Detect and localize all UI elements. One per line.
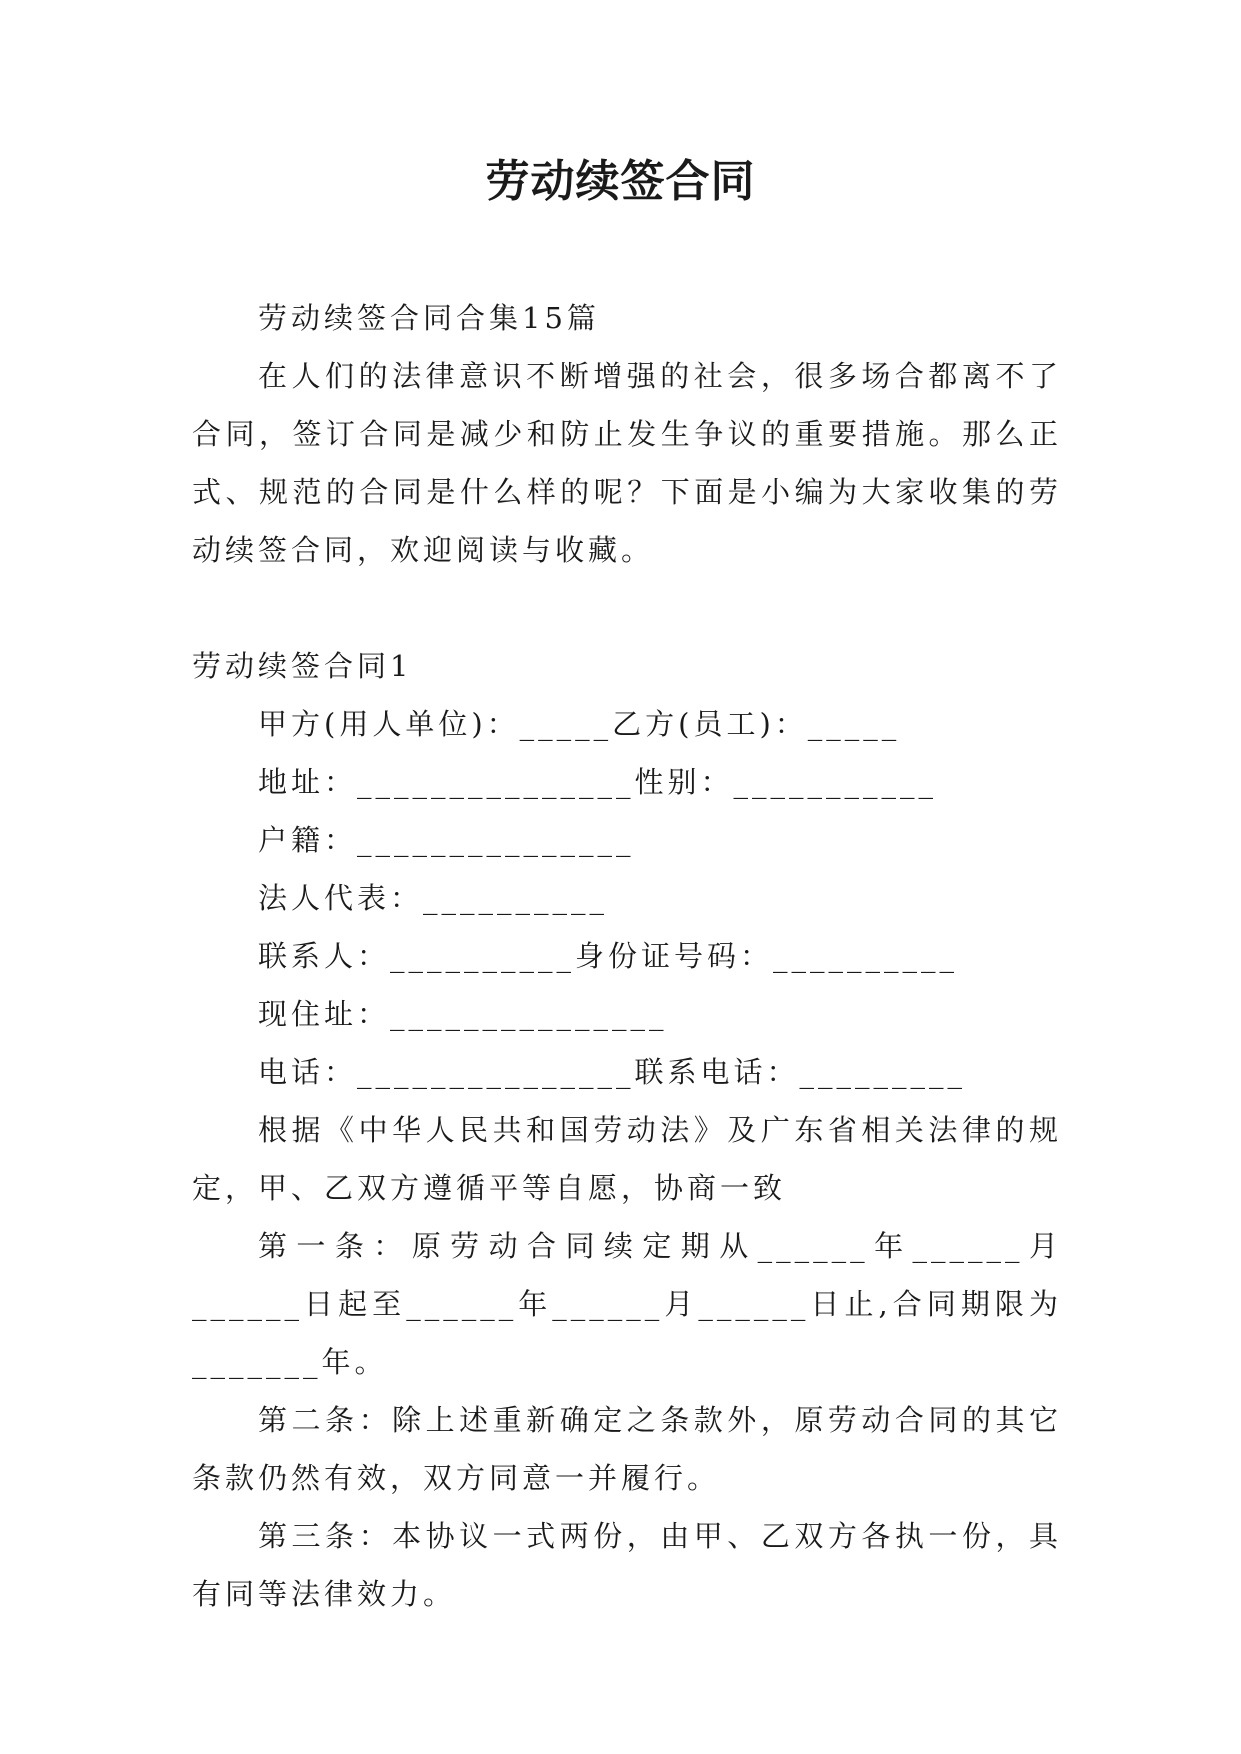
field-phone: 电话：_______________联系电话：_________ [258,1055,967,1089]
field-current-address: 现住址：_______________ [258,997,668,1031]
collection-subtitle: 劳动续签合同合集15篇 [258,301,600,335]
article-1: 第一条：原劳动合同续定期从______年______月______日起至______年______月______日止,合同期限为_______年。 [192,1229,1062,1379]
field-address-gender: 地址：_______________性别：___________ [258,765,938,799]
section-heading: 劳动续签合同1 [192,649,413,683]
intro-paragraph: 在人们的法律意识不断增强的社会，很多场合都离不了合同，签订合同是减少和防止发生争议的重要措施。那么正式、规范的合同是什么样的呢？下面是小编为大家收集的劳动续签合同，欢迎阅读与收藏。 [192,359,1062,567]
document-title: 劳动续签合同 [485,156,756,207]
field-household: 户籍：_______________ [258,823,635,857]
article-2: 第二条：除上述重新确定之条款外，原劳动合同的其它条款仍然有效，双方同意一并履行。 [192,1403,1062,1495]
field-party-a-b: 甲方(用人单位)：_____乙方(员工)：_____ [258,707,901,741]
field-legal-representative: 法人代表：__________ [258,881,609,915]
field-contact-id: 联系人：__________身份证号码：__________ [258,939,959,973]
paragraph-spacer [192,579,1062,637]
document-body [192,289,1062,1623]
article-3: 第三条：本协议一式两份，由甲、乙双方各执一份，具有同等法律效力。 [192,1519,1062,1611]
basis-paragraph: 根据《中华人民共和国劳动法》及广东省相关法律的规定，甲、乙双方遵循平等自愿，协商一致 [192,1113,1062,1205]
